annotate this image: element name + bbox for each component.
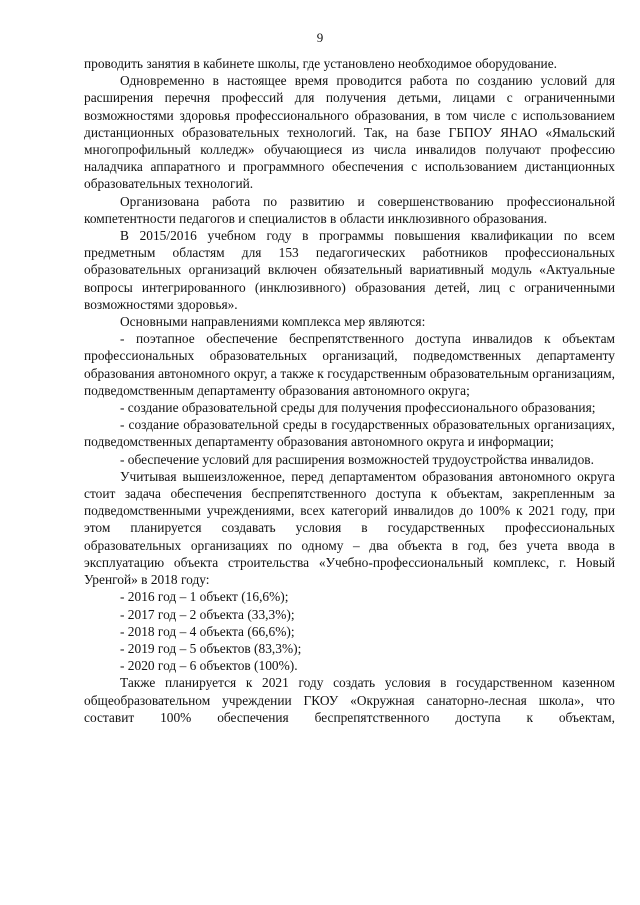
- list-item: - 2016 год – 1 объект (16,6%);: [120, 589, 289, 605]
- list-item: - 2020 год – 6 объектов (100%).: [120, 658, 298, 674]
- direction-item-access: - поэтапное обеспечение беспрепятственного доступа инвалидов к объектам профессиональных образовательных организаций, подведомственных департаменту образования автономного округ, а также к государственным образовательным организациям, подведомственным департаменту образования автономного округа;: [84, 331, 615, 398]
- page-number: 9: [316, 30, 324, 45]
- paragraph-conditions: Одновременно в настоящее время проводится работа по созданию условий для расширения перечня профессий для получения детьми, лицами с ограниченными возможностями здоровья профессионального образования, в том числе с использованием дистанционных образовательных технологий. Так, на базе ГБПОУ ЯНАО «Ямальский многопрофильный колледж» обучающиеся из числа инвалидов получают профессию наладчика аппаратного и программного обеспечения с использованием дистанционных образовательных технологий.: [84, 73, 615, 192]
- paragraph-closing: Также планируется к 2021 году создать условия в государственном казенном общеобразовательном учреждении ГКОУ «Окружная санаторно-лесная школа», что составит 100% обеспечения беспрепятственного доступа к объектам,: [84, 675, 615, 725]
- year-plan-list: [84, 588, 615, 674]
- paragraph-competence: Организована работа по развитию и совершенствованию профессиональной компетентности педагогов и специалистов в области инклюзивного образования.: [84, 193, 615, 226]
- paragraph-qualification: В 2015/2016 учебном году в программы повышения квалификации по всем предметным областям для 153 педагогических работников профессиональных образовательных организаций включен обязательный вариативный модуль «Актуальные вопросы интегрированного (инклюзивного) образования детей, лиц с ограниченными возможностями здоровья».: [84, 228, 615, 312]
- direction-item-organizations: - создание образовательной среды в государственных образовательных организациях, подведомственных департаменту образования автономного округа и информации;: [84, 417, 615, 450]
- list-item: - 2019 год – 5 объектов (83,3%);: [120, 640, 302, 656]
- list-item: - 2018 год – 4 объекта (66,6%);: [120, 623, 295, 639]
- document-body: [84, 55, 615, 726]
- paragraph-task: Учитывая вышеизложенное, перед департаментом образования автономного округа стоит задача обеспечения беспрепятственного доступа к объектам, закрепленным за подведомственными учреждениями, всех категорий инвалидов до 100% к 2021 году, при этом планируется создавать условия в государственных профессиональных образовательных организациях по одному – два объекта в год, без учета ввода в эксплуатацию объекта строительства «Учебно-профессиональный комплекс, г. Новый Уренгой» в 2018 году:: [84, 468, 615, 588]
- paragraph-continuation: проводить занятия в кабинете школы, где установлено необходимое оборудование.: [84, 56, 558, 71]
- list-item: - 2017 год – 2 объекта (33,3%);: [120, 606, 295, 622]
- direction-item-employment: - обеспечение условий для расширения возможностей трудоустройства инвалидов.: [120, 451, 594, 467]
- paragraph-directions-intro: Основными направлениями комплекса мер являются:: [120, 314, 426, 330]
- direction-item-environment: - создание образовательной среды для получения профессионального образования;: [120, 400, 596, 416]
